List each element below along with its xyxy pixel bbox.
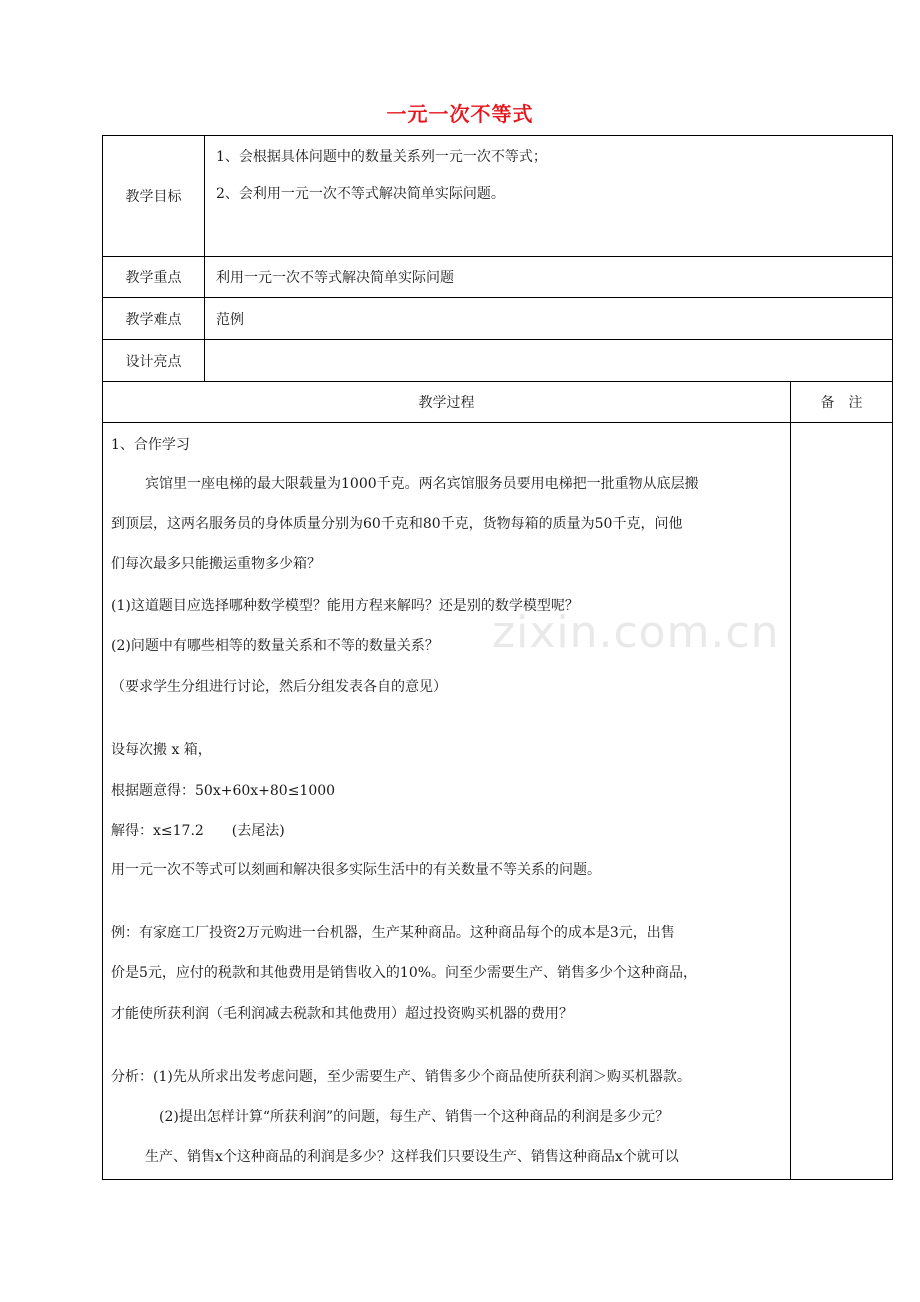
process-header: 教学过程 [103,382,791,423]
difficulty-row [103,298,893,340]
discussion-note: （要求学生分组进行讨论，然后分组发表各自的意见） [111,679,447,695]
key-value: 利用一元一次不等式解决简单实际问题 [205,257,893,298]
question-2: (2)问题中有哪些相等的数量关系和不等的数量关系？ [111,638,439,654]
notes-body [791,423,893,1180]
goal-1: 1、会根据具体问题中的数量关系列一元一次不等式； [216,149,547,165]
problem-line-3: 们每次最多只能搬运重物多少箱？ [111,556,321,572]
example-line-1: 例：有家庭工厂投资2万元购进一台机器，生产某种商品。这种商品每个的成本是3元，出售 [111,925,675,941]
page-title: 一元一次不等式 [386,102,534,126]
equation: 根据题意得：50x+60x+80≤1000 [111,783,336,799]
difficulty-label: 教学难点 [103,298,205,340]
problem-line-1: 宾馆里一座电梯的最大限载量为1000千克。两名宾馆服务员要用电梯把一批重物从底层搬 [145,476,699,492]
section-heading: 1、合作学习 [111,437,190,453]
difficulty-value: 范例 [205,298,893,340]
goals-cell [205,136,893,257]
analysis-2: (2)提出怎样计算“所获利润”的问题，每生产、销售一个这种商品的利润是多少元？ [159,1109,670,1125]
example-line-2: 价是5元，应付的税款和其他费用是销售收入的10%。问至少需要生产、销售多少个这种商品， [111,965,698,981]
goals-row [103,136,893,257]
goals-label: 教学目标 [103,136,205,257]
example-line-3: 才能使所获利润（毛利润减去税款和其他费用）超过投资购买机器的费用？ [111,1006,573,1022]
watermark: zixin.com.cn [492,607,780,658]
goal-2: 2、会利用一元一次不等式解决简单实际问题。 [216,186,505,202]
process-header-row [103,382,893,423]
lesson-plan-table [102,135,893,1180]
highlight-value [205,340,893,382]
key-row [103,257,893,298]
key-label: 教学重点 [103,257,205,298]
solution: 解得：x≤17.2 (去尾法) [111,823,285,839]
let-statement: 设每次搬 x 箱， [111,742,212,758]
summary: 用一元一次不等式可以刻画和解决很多实际生活中的有关数量不等关系的问题。 [111,862,601,878]
process-body [103,423,791,1180]
notes-header: 备 注 [791,382,893,423]
highlight-label: 设计亮点 [103,340,205,382]
highlight-row [103,340,893,382]
analysis-1: 分析：(1)先从所求出发考虑问题，至少需要生产、销售多少个商品使所获利润＞购买机器款。 [111,1069,691,1085]
process-body-row [103,423,893,1180]
problem-line-2: 到顶层，这两名服务员的身体质量分别为60千克和80千克，货物每箱的质量为50千克，问他 [111,516,683,532]
question-1: (1)这道题目应选择哪种数学模型？能用方程来解吗？还是别的数学模型呢？ [111,598,579,614]
analysis-3: 生产、销售x个这种商品的利润是多少？这样我们只要设生产、销售这种商品x个就可以 [145,1149,679,1165]
